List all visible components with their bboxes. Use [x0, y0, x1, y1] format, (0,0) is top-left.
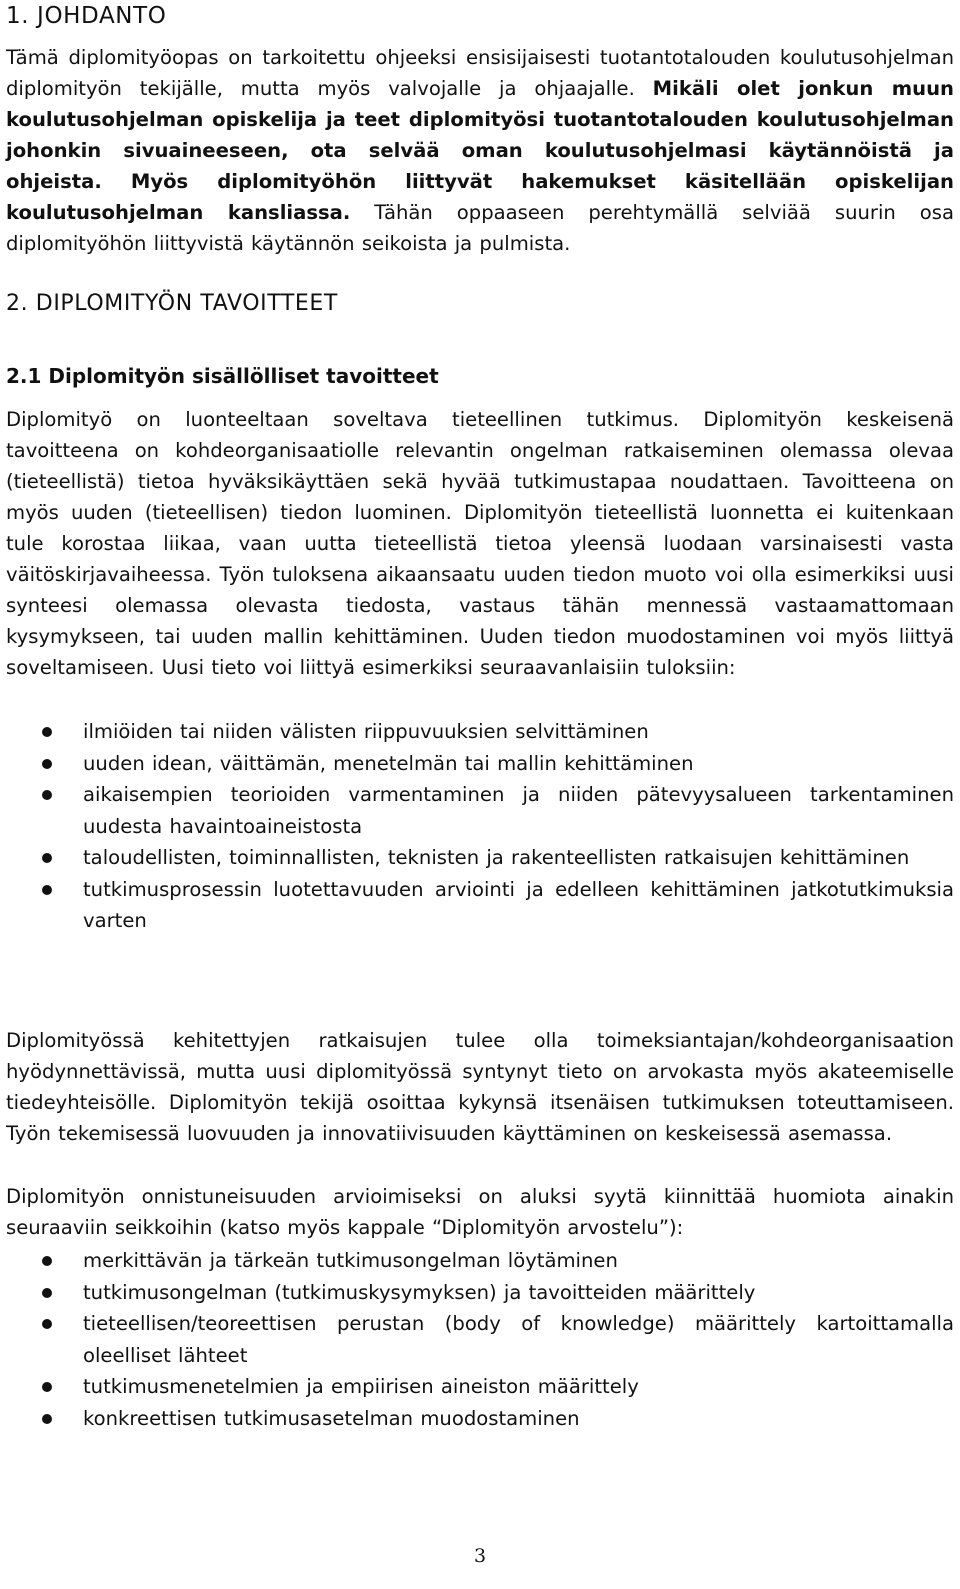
goals-paragraph: Diplomityö on luonteeltaan soveltava tieteellinen tutkimus. Diplomityön keskeisenä tavoitteena on kohdeorganisaatiolle relevantin ongelman ratkaiseminen olemassa olevaa (tieteellistä) tietoa hyväksikäyttäen sekä hyvää tutkimustapaa noudattaen. Tavoitteena on myös uuden (tieteellisen) tiedon luominen. Diplomityön tieteellistä luonnetta ei kuitenkaan tule korostaa liikaa, vaan uutta tieteellistä tietoa yleensä luodaan varsinaisesti vasta väitöskirjavaiheessa. Työn tuloksena aikaansaatu uuden tiedon muoto voi olla esimerkiksi uusi synteesi olemassa olevasta tiedosta, vastaus tähän mennessä vastaamattomaan kysymykseen, tai uuden mallin kehittäminen. Uuden tiedon muodostaminen voi myös liittyä soveltamiseen. Uusi tieto voi liittyä esimerkiksi seuraavanlaisiin tuloksiin: [6, 408, 954, 679]
results-list [6, 716, 954, 937]
evaluation-list [6, 1245, 954, 1434]
page-number: 3 [473, 1545, 487, 1567]
bullet-icon [42, 1256, 52, 1266]
bullet-icon [42, 790, 52, 800]
intro-text-bold: Mikäli olet jonkun muun koulutusohjelman opiskelija ja teet diplomityösi tuotantotalouden koulutusohjelman johonkin sivuaineeseen, ota selvää oman koulutusohjelmasi käytännöistä ja ohjeista. Myös diplomityöhön liittyvät hakemukset käsitellään opiskelijan koulutusohjelman kansliassa. [6, 77, 955, 224]
results-bullet-list [6, 716, 954, 937]
utilization-paragraph-block [6, 1025, 954, 1149]
evaluation-list-item-text: merkittävän ja tärkeän tutkimusongelman löytäminen [83, 1249, 618, 1272]
bullet-icon [42, 759, 52, 769]
result-list-item [6, 748, 954, 780]
evaluation-list-item-text: tutkimusmenetelmien ja empiirisen aineiston määrittely [83, 1375, 639, 1398]
evaluation-list-item [6, 1277, 954, 1309]
intro-text-part1: Tämä diplomityöopas on tarkoitettu ohjeeksi ensisijaisesti tuotantotalouden koulutusohjelman diplomityön tekijälle, mutta myös valvojalle ja ohjaajalle. [6, 46, 954, 100]
result-list-item [6, 716, 954, 748]
result-list-item-text: ilmiöiden tai niiden välisten riippuvuuksien selvittäminen [83, 720, 649, 743]
evaluation-list-item-text: tutkimusongelman (tutkimuskysymyksen) ja tavoitteiden määrittely [83, 1280, 756, 1304]
evaluation-bullet-list [6, 1245, 954, 1434]
bullet-icon [42, 1319, 52, 1329]
bullet-icon [42, 853, 52, 863]
goals-paragraph-block [6, 404, 954, 683]
intro-text-part2: Tähän oppaaseen perehtymällä selviää suurin osa diplomityöhön liittyvistä käytännön seikoista ja pulmista. [6, 201, 955, 255]
result-list-item [6, 842, 954, 874]
intro-paragraph [6, 42, 954, 259]
evaluation-paragraph-block [6, 1181, 954, 1243]
evaluation-list-item-text: tieteellisen/teoreettisen perustan (body of knowledge) määrittely kartoittamalla oleelliset lähteet [83, 1312, 954, 1367]
section-1-heading: 1. JOHDANTO [6, 3, 167, 29]
bullet-icon [42, 1288, 52, 1298]
result-list-item-text: taloudellisten, toiminnallisten, teknisten ja rakenteellisten ratkaisujen kehittäminen [83, 846, 910, 869]
evaluation-list-item [6, 1245, 954, 1277]
result-list-item-text: aikaisempien teorioiden varmentaminen ja niiden pätevyysalueen tarkentaminen uudesta havaintoaineistosta [83, 783, 954, 838]
evaluation-list-item [6, 1403, 954, 1435]
bullet-icon [42, 727, 52, 737]
subsection-2-1-heading: 2.1 Diplomityön sisällölliset tavoitteet [6, 364, 439, 388]
evaluation-list-item-text: konkreettisen tutkimusasetelman muodostaminen [83, 1406, 580, 1430]
result-list-item-text: uuden idean, väittämän, menetelmän tai mallin kehittäminen [83, 751, 694, 775]
utilization-paragraph: Diplomityössä kehitettyjen ratkaisujen tulee olla toimeksiantajan/kohdeorganisaation hyödynnettävissä, mutta uusi diplomityössä syntynyt tieto on arvokasta myös akateemiselle tiedeyhteisölle. Diplomityön tekijä osoittaa kykynsä itsenäisen tutkimuksen toteuttamiseen. Työn tekemisessä luovuuden ja innovatiivisuuden käyttäminen on keskeisessä asemassa. [6, 1029, 954, 1145]
result-list-item [6, 874, 954, 937]
evaluation-list-item [6, 1308, 954, 1371]
section-2-heading: 2. DIPLOMITYÖN TAVOITTEET [6, 291, 338, 316]
bullet-icon [42, 1382, 52, 1392]
evaluation-list-item [6, 1371, 954, 1403]
result-list-item-text: tutkimusprosessin luotettavuuden arviointi ja edelleen kehittäminen jatkotutkimuksia varten [83, 877, 954, 932]
intro-paragraph-block [6, 42, 954, 259]
evaluation-paragraph: Diplomityön onnistuneisuuden arvioimiseksi on aluksi syytä kiinnittää huomiota ainakin seuraaviin seikkoihin (katso myös kappale “Diplomityön arvostelu”): [6, 1185, 954, 1239]
bullet-icon [42, 1414, 52, 1424]
result-list-item [6, 779, 954, 842]
bullet-icon [42, 885, 52, 895]
